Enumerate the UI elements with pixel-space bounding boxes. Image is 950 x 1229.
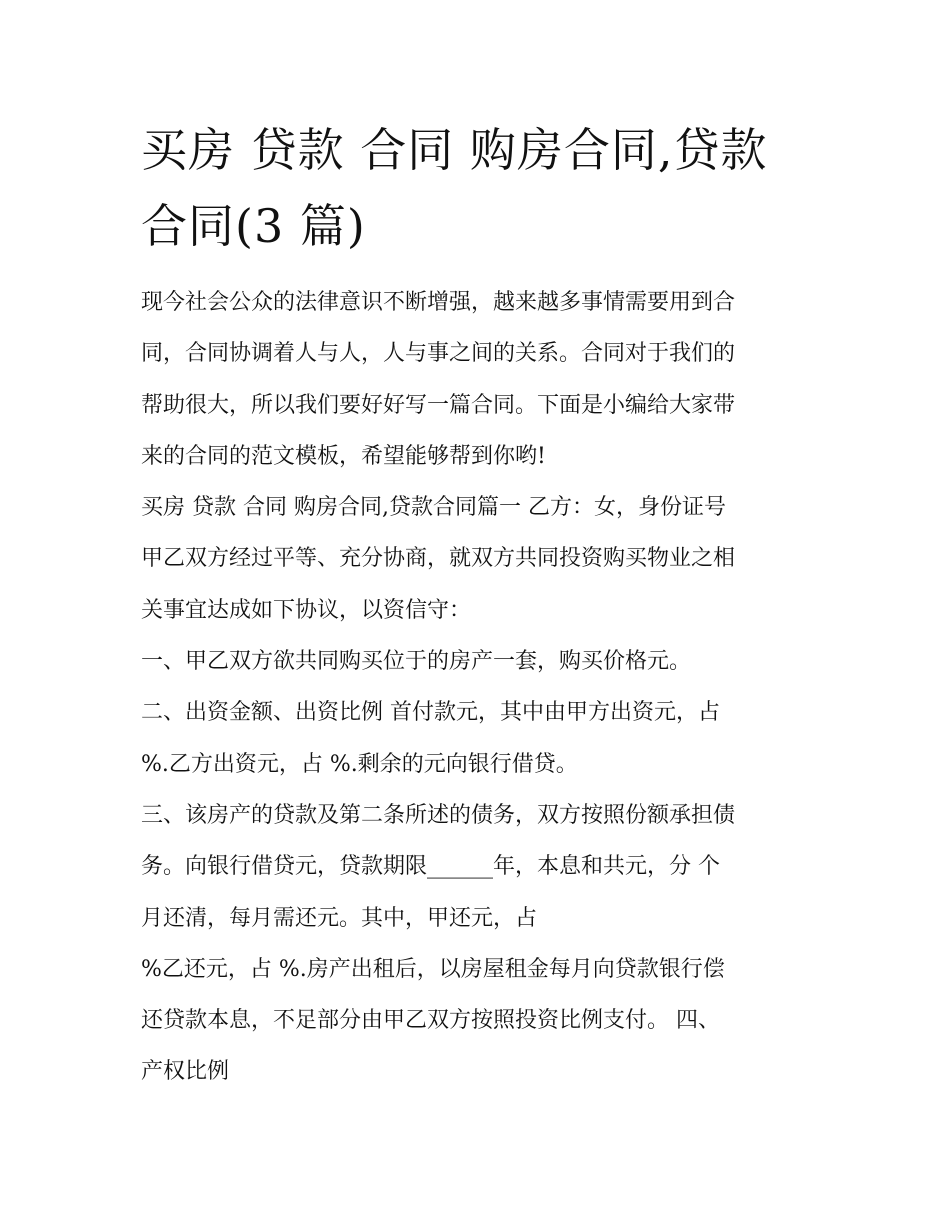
text-line: 同，合同协调着人与人，人与事之间的关系。合同对于我们的	[141, 341, 736, 367]
text-line: %.乙方出资元，占 %.剩余的元向银行借贷。	[141, 751, 578, 777]
text-line: 三、该房产的贷款及第二条所述的债务，双方按照份额承担债	[141, 802, 736, 828]
text-line: %乙还元，占 %.房产出租后，以房屋租金每月向贷款银行偿	[141, 956, 725, 982]
text-line: 来的合同的范文模板，希望能够帮到你哟!	[141, 443, 546, 469]
text-line: 帮助很大，所以我们要好好写一篇合同。下面是小编给大家带	[141, 392, 736, 418]
text-line: 二、出资金额、出资比例 首付款元，其中由甲方出资元，占	[141, 700, 720, 726]
text-line: 关事宜达成如下协议，以资信守：	[141, 597, 472, 623]
title-line: 合同(3 篇)	[141, 199, 366, 253]
text-line: 一、甲乙双方欲共同购买位于的房产一套，购买价格元。	[141, 649, 692, 675]
text-line: 买房 贷款 合同 购房合同,贷款合同篇一 乙方：女，身份证号	[141, 495, 726, 521]
text-line: 甲乙双方经过平等、充分协商，就双方共同投资购买物业之相	[141, 546, 736, 572]
text-line: 产权比例	[141, 1059, 230, 1085]
clause-2	[141, 687, 821, 790]
document-title	[141, 112, 821, 264]
text-line: 现今社会公众的法律意识不断增强，越来越多事情需要用到合	[141, 290, 736, 315]
intro-paragraph	[141, 277, 821, 482]
text-line: 月还清，每月需还元。其中，甲还元，占	[141, 905, 538, 931]
text-line: 务。向银行借贷元，贷款期限______年，本息和共元，分 个	[141, 854, 720, 880]
text-line: 还贷款本息，不足部分由甲乙双方按照投资比例支付。 四、	[141, 1008, 720, 1034]
clause-1	[141, 636, 821, 687]
title-line: 买房 贷款 合同 购房合同,贷款	[141, 123, 768, 177]
document-body	[141, 277, 821, 1098]
clause-3	[141, 790, 821, 1098]
contract-heading-paragraph	[141, 482, 821, 636]
